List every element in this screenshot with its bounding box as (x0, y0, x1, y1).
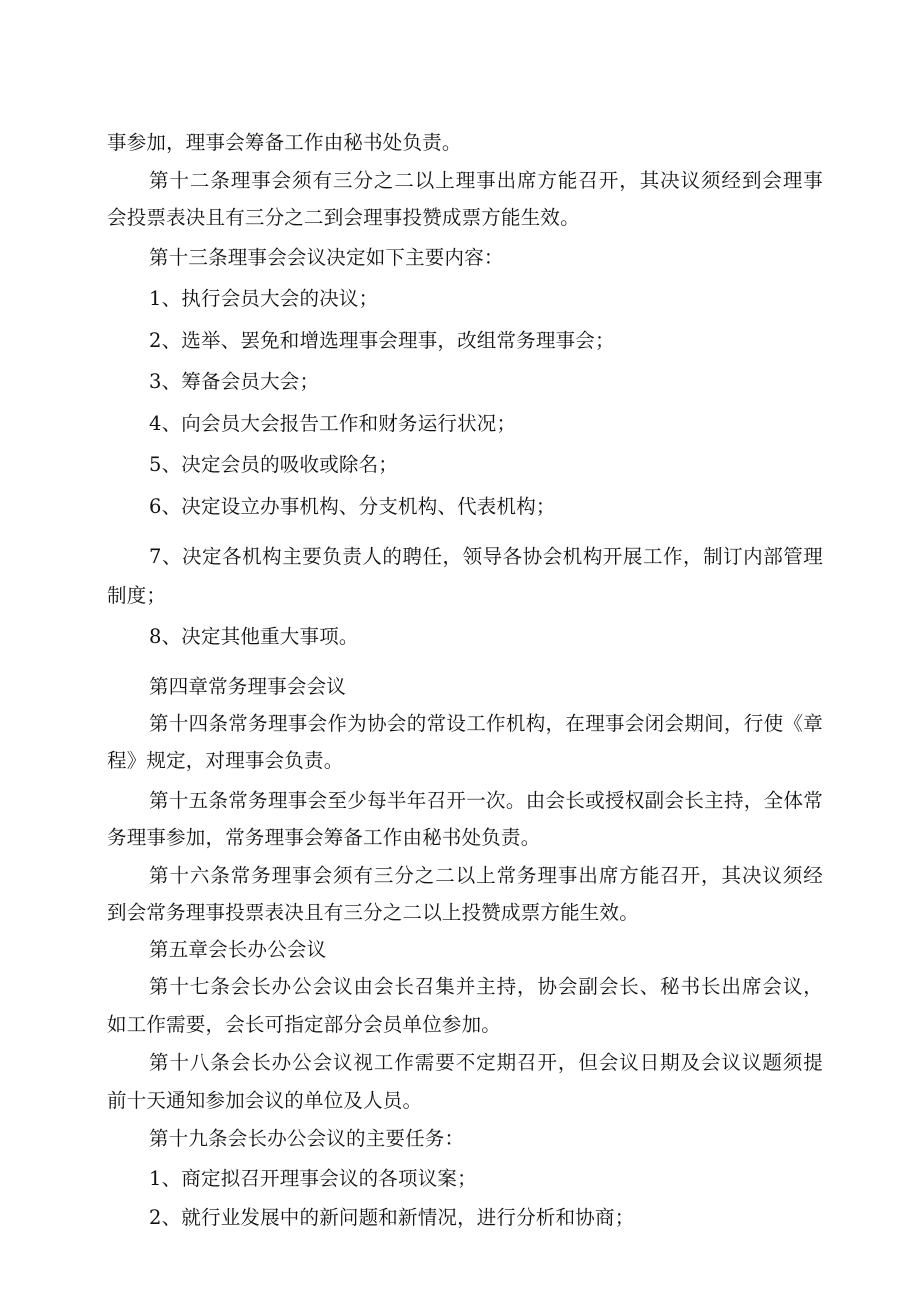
list-item: 6、决定设立办事机构、分支机构、代表机构； (149, 495, 556, 518)
text-line: 会投票表决且有三分之二到会理事投赞成票方能生效。 (107, 206, 580, 229)
list-item: 2、选举、罢免和增选理事会理事，改组常务理事会； (149, 329, 615, 352)
list-item: 4、向会员大会报告工作和财务运行状况； (149, 412, 517, 435)
text-line: 第十二条理事会须有三分之二以上理事出席方能召开，其决议须经到会理事 (149, 169, 823, 192)
text-line: 第十七条会长办公会议由会长召集并主持，协会副会长、秘书长出席会议， (149, 975, 823, 998)
list-item: 7、决定各机构主要负责人的聘任，领导各协会机构开展工作，制订内部管理 (149, 545, 823, 568)
text-line: 如工作需要，会长可指定部分会员单位参加。 (107, 1013, 502, 1036)
text-line: 事参加，理事会筹备工作由秘书处负责。 (107, 131, 462, 154)
text-line: 制度； (107, 584, 167, 607)
text-line: 到会常务理事投票表决且有三分之二以上投赞成票方能生效。 (107, 901, 639, 924)
text-line: 前十天通知参加会议的单位及人员。 (107, 1089, 423, 1112)
list-item: 1、执行会员大会的决议； (149, 287, 379, 310)
list-item: 8、决定其他重大事项。 (149, 625, 359, 648)
chapter-heading: 第五章会长办公会议 (149, 938, 327, 961)
text-line: 务理事参加，常务理事会筹备工作由秘书处负责。 (107, 826, 541, 849)
list-item: 2、就行业发展中的新问题和新情况，进行分析和协商； (149, 1206, 635, 1229)
text-line: 第十五条常务理事会至少每半年召开一次。由会长或授权副会长主持，全体常 (149, 789, 823, 812)
text-line: 程》规定，对理事会负责。 (107, 749, 344, 772)
text-line: 第十三条理事会会议决定如下主要内容： (149, 246, 504, 269)
text-line: 第十八条会长办公会议视工作需要不定期召开，但会议日期及会议议题须提 (149, 1051, 823, 1074)
list-item: 5、决定会员的吸收或除名； (149, 453, 399, 476)
list-item: 1、商定拟召开理事会议的各项议案； (149, 1167, 477, 1190)
list-item: 3、筹备会员大会； (149, 370, 320, 393)
chapter-heading: 第四章常务理事会会议 (149, 675, 347, 698)
text-line: 第十九条会长办公会议的主要任务： (149, 1127, 465, 1150)
text-line: 第十六条常务理事会须有三分之二以上常务理事出席方能召开，其决议须经 (149, 864, 823, 887)
text-line: 第十四条常务理事会作为协会的常设工作机构，在理事会闭会期间，行使《章 (149, 712, 823, 735)
